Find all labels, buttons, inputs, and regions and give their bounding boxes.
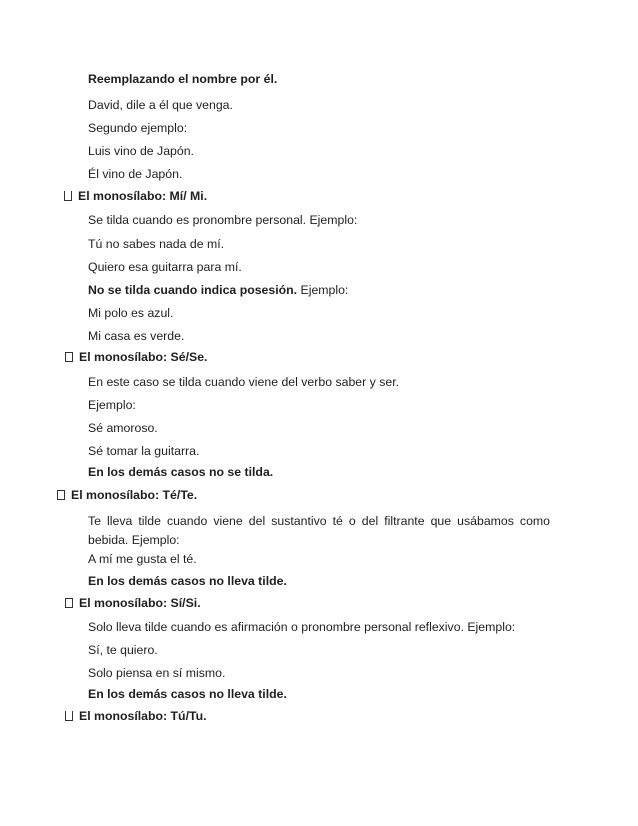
text-line: Sí, te quiero. xyxy=(88,643,158,657)
text-line: Sé tomar la guitarra. xyxy=(88,444,200,458)
heading-reemplazando: Reemplazando el nombre por él. xyxy=(88,72,278,86)
bold-note: En los demás casos no se tilda. xyxy=(88,465,274,479)
text-line: Él vino de Japón. xyxy=(88,167,183,181)
bullet-box-icon xyxy=(65,598,73,608)
section-heading-mi xyxy=(64,189,207,204)
text-line: Mi polo es azul. xyxy=(88,306,174,320)
text-line: Solo lleva tilde cuando es afirmación o pronombre personal reflexivo. Ejemplo: xyxy=(88,620,516,634)
bold-phrase: No se tilda cuando indica posesión. xyxy=(88,283,298,297)
text-line: David, dile a él que venga. xyxy=(88,98,233,112)
section-heading-te xyxy=(57,488,197,503)
plain-phrase: Ejemplo: xyxy=(297,283,349,297)
text-line: Luis vino de Japón. xyxy=(88,144,194,158)
section-heading-text: El monosílabo: Té/Te. xyxy=(71,488,198,502)
text-line: Quiero esa guitarra para mí. xyxy=(88,260,242,274)
section-heading-text: El monosílabo: Mí/ Mi. xyxy=(78,189,208,203)
text-line: Sé amoroso. xyxy=(88,421,158,435)
bullet-box-icon xyxy=(65,352,73,362)
bold-note: En los demás casos no lleva tilde. xyxy=(88,687,287,701)
section-heading-text: El monosílabo: Sí/Si. xyxy=(79,596,201,610)
section-heading-text: El monosílabo: Sé/Se. xyxy=(79,350,208,364)
text-line: Segundo ejemplo: xyxy=(88,121,188,135)
text-line: A mí me gusta el té. xyxy=(88,552,197,566)
text-paragraph: Te lleva tilde cuando viene del sustantivo té o del filtrante que usábamos como bebida. Ejemplo: xyxy=(88,514,550,547)
text-line: Solo piensa en sí mismo. xyxy=(88,666,226,680)
text-line: Mi casa es verde. xyxy=(88,329,185,343)
text-line: Ejemplo: xyxy=(88,398,136,412)
section-heading-se xyxy=(65,350,207,365)
text-line: Se tilda cuando es pronombre personal. Ejemplo: xyxy=(88,213,358,227)
section-heading-text: El monosílabo: Tú/Tu. xyxy=(79,709,207,723)
bullet-box-icon xyxy=(65,711,73,721)
bullet-box-icon xyxy=(57,490,65,500)
text-line: Tú no sabes nada de mí. xyxy=(88,237,225,251)
section-heading-tu xyxy=(65,709,207,724)
text-line: En este caso se tilda cuando viene del verbo saber y ser. xyxy=(88,375,400,389)
bullet-box-icon xyxy=(64,191,72,201)
text-line xyxy=(88,283,348,298)
section-heading-si xyxy=(65,596,201,611)
bold-note: En los demás casos no lleva tilde. xyxy=(88,574,287,588)
